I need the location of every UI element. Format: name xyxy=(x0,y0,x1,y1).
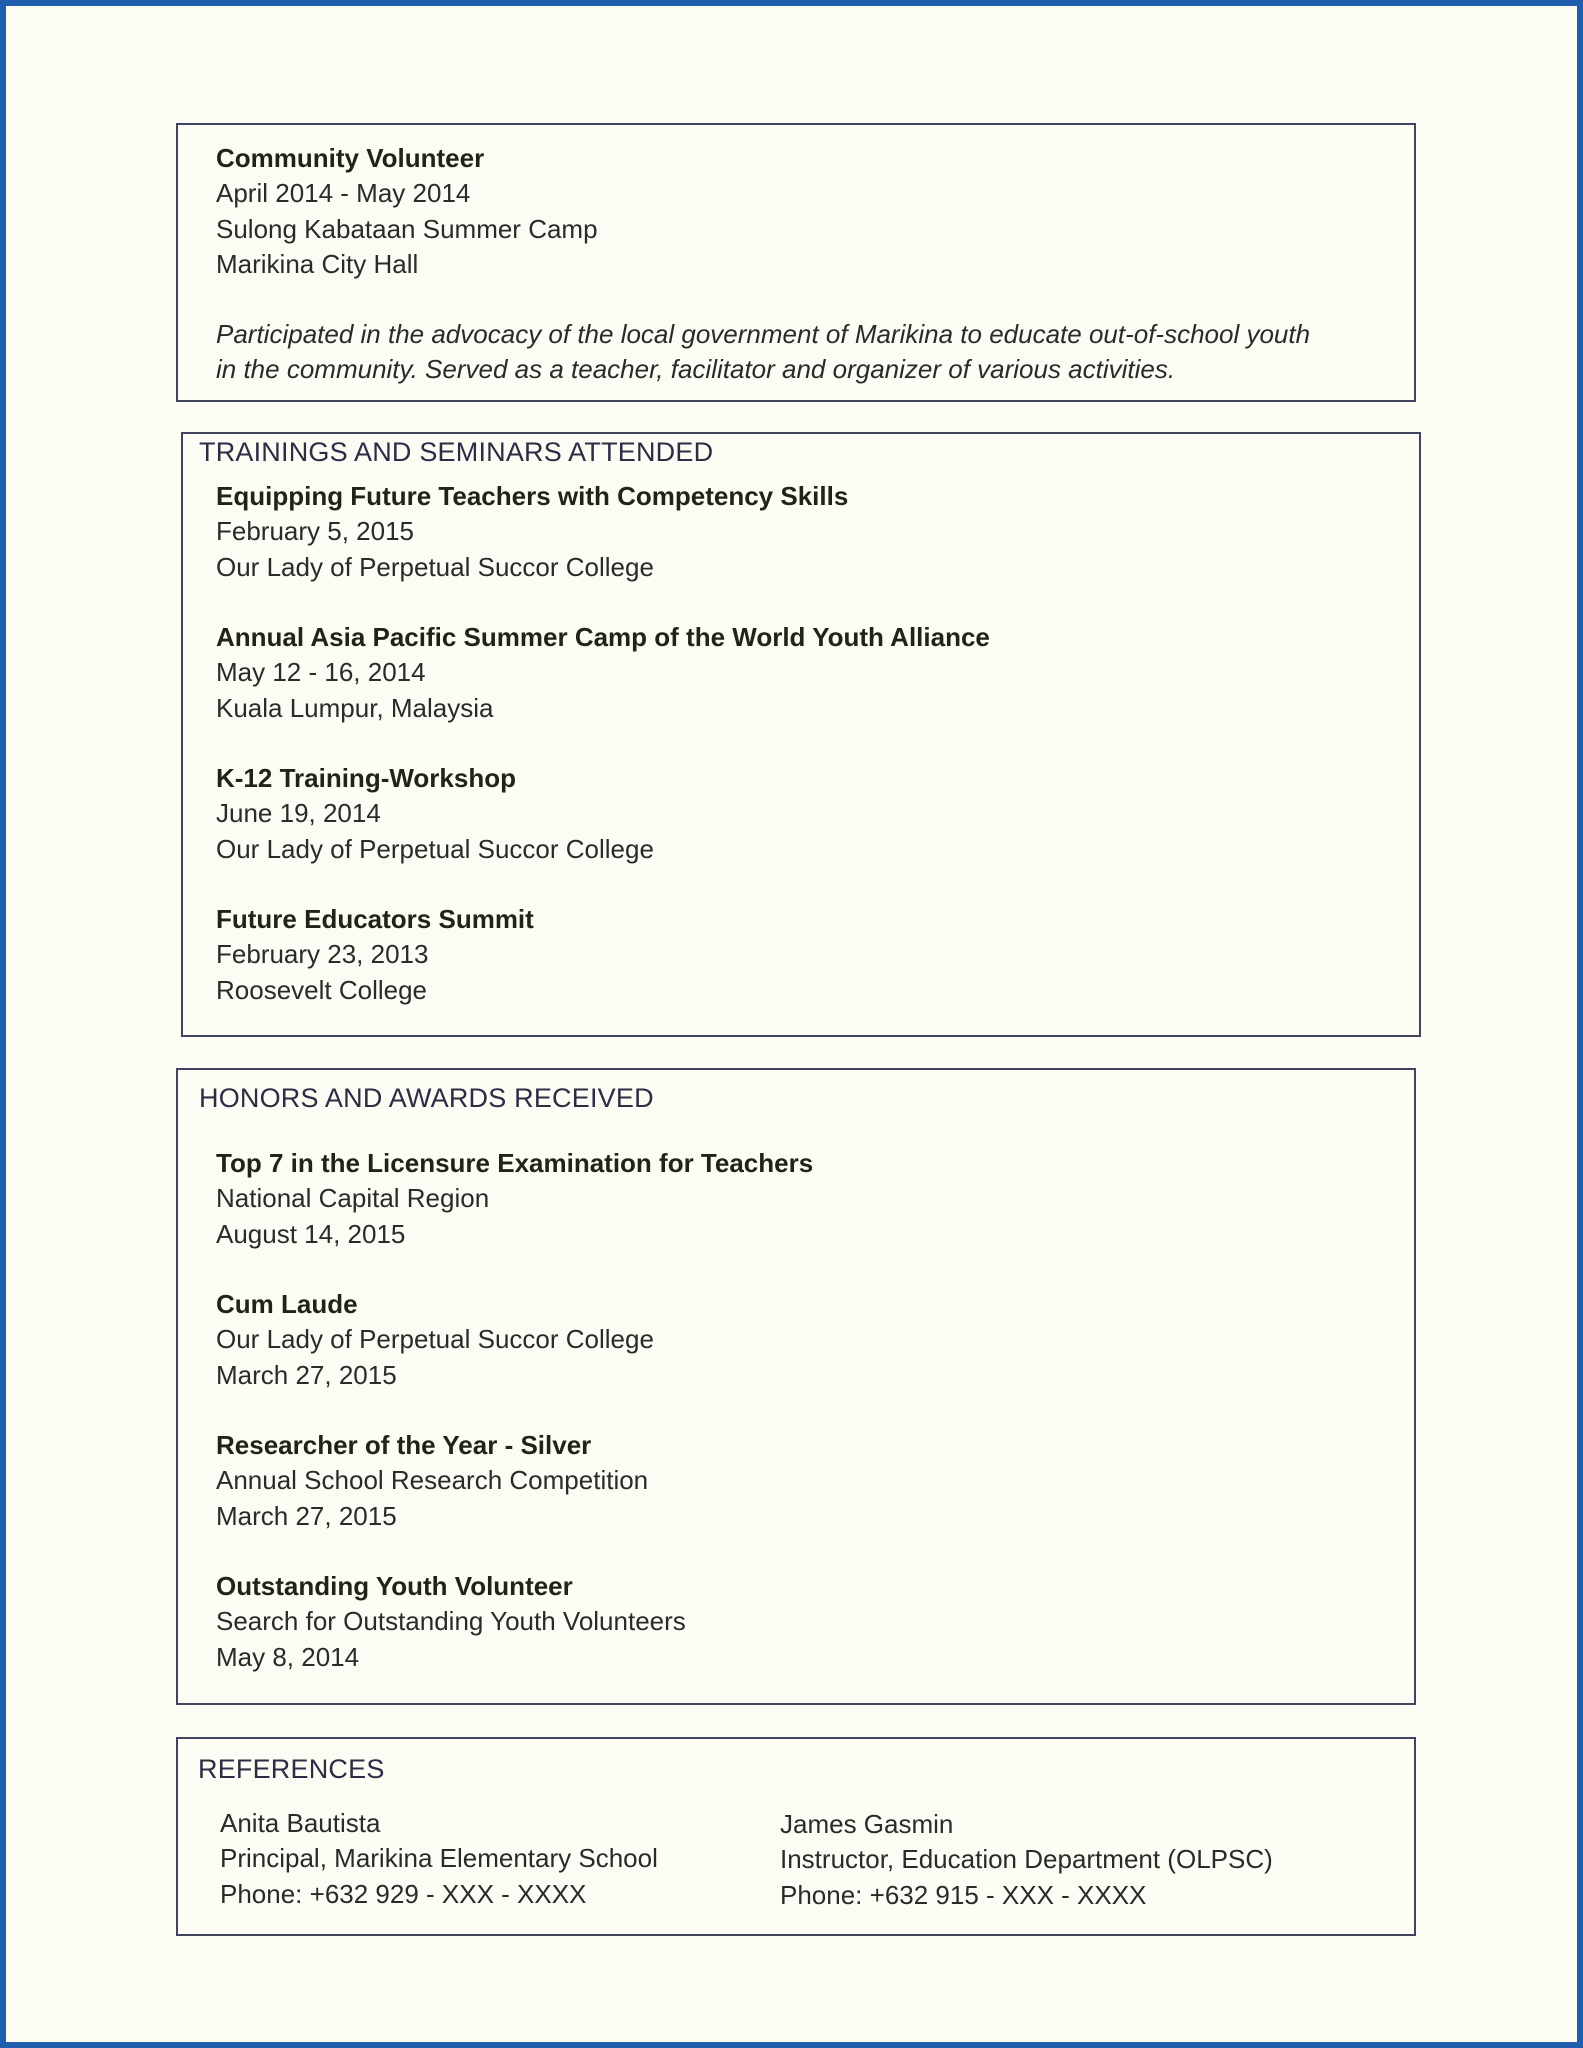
reference-position: Principal, Marikina Elementary School xyxy=(220,1843,658,1874)
training-title: K-12 Training-Workshop xyxy=(216,763,516,793)
volunteer-program: Sulong Kabataan Summer Camp xyxy=(216,213,598,244)
volunteer-location: Marikina City Hall xyxy=(216,248,419,279)
honor-date: August 14, 2015 xyxy=(216,1218,406,1249)
honor-date: March 27, 2015 xyxy=(216,1500,397,1531)
training-title: Future Educators Summit xyxy=(216,904,534,934)
reference-person xyxy=(780,1807,1273,1913)
honors-heading: HONORS AND AWARDS RECEIVED xyxy=(199,1083,654,1113)
honor-date: May 8, 2014 xyxy=(216,1641,360,1672)
training-venue: Our Lady of Perpetual Succor College xyxy=(216,551,654,582)
training-item xyxy=(216,902,534,1008)
reference-phone: Phone: +632 929 - XXX - XXXX xyxy=(220,1878,587,1909)
volunteer-description-line: Participated in the advocacy of the local government of Marikina to educate out-of-school youth xyxy=(216,319,1311,349)
honor-detail: National Capital Region xyxy=(216,1183,490,1214)
volunteer-description xyxy=(216,317,1310,388)
training-title: Annual Asia Pacific Summer Camp of the World Youth Alliance xyxy=(216,622,990,652)
honor-item xyxy=(216,1287,654,1393)
reference-position: Instructor, Education Department (OLPSC) xyxy=(780,1844,1273,1875)
training-venue: Roosevelt College xyxy=(216,974,428,1005)
honors-section xyxy=(176,1068,1416,1705)
honor-item xyxy=(216,1428,648,1534)
training-item xyxy=(216,620,990,726)
reference-phone: Phone: +632 915 - XXX - XXXX xyxy=(780,1879,1147,1910)
volunteer-section xyxy=(176,123,1416,402)
reference-name: James Gasmin xyxy=(780,1809,954,1839)
honor-detail: Our Lady of Perpetual Succor College xyxy=(216,1324,654,1355)
trainings-section xyxy=(181,432,1421,1037)
honor-title: Top 7 in the Licensure Examination for Teachers xyxy=(216,1148,814,1178)
honor-title: Outstanding Youth Volunteer xyxy=(216,1571,573,1601)
volunteer-entry xyxy=(216,141,598,282)
training-date: February 23, 2013 xyxy=(216,939,429,970)
honor-title: Cum Laude xyxy=(216,1289,358,1319)
volunteer-description-line: in the community. Served as a teacher, facilitator and organizer of various activities. xyxy=(216,354,1176,385)
training-date: June 19, 2014 xyxy=(216,798,381,829)
honor-item xyxy=(216,1146,813,1252)
honor-detail: Annual School Research Competition xyxy=(216,1465,649,1496)
trainings-heading: TRAININGS AND SEMINARS ATTENDED xyxy=(199,437,714,467)
training-venue: Kuala Lumpur, Malaysia xyxy=(216,692,494,723)
honor-date: March 27, 2015 xyxy=(216,1359,397,1390)
honor-title: Researcher of the Year - Silver xyxy=(216,1430,592,1460)
reference-name: Anita Bautista xyxy=(220,1808,381,1838)
honor-item xyxy=(216,1569,686,1675)
references-heading: REFERENCES xyxy=(198,1754,385,1784)
training-date: May 12 - 16, 2014 xyxy=(216,657,426,688)
honor-detail: Search for Outstanding Youth Volunteers xyxy=(216,1606,686,1637)
reference-person xyxy=(220,1806,658,1912)
training-date: February 5, 2015 xyxy=(216,516,415,547)
training-item xyxy=(216,479,848,585)
training-item xyxy=(216,761,654,867)
volunteer-title: Community Volunteer xyxy=(216,143,485,173)
volunteer-dates: April 2014 - May 2014 xyxy=(216,178,471,209)
training-title: Equipping Future Teachers with Competency Skills xyxy=(216,481,849,511)
training-venue: Our Lady of Perpetual Succor College xyxy=(216,833,654,864)
references-section xyxy=(176,1737,1416,1936)
